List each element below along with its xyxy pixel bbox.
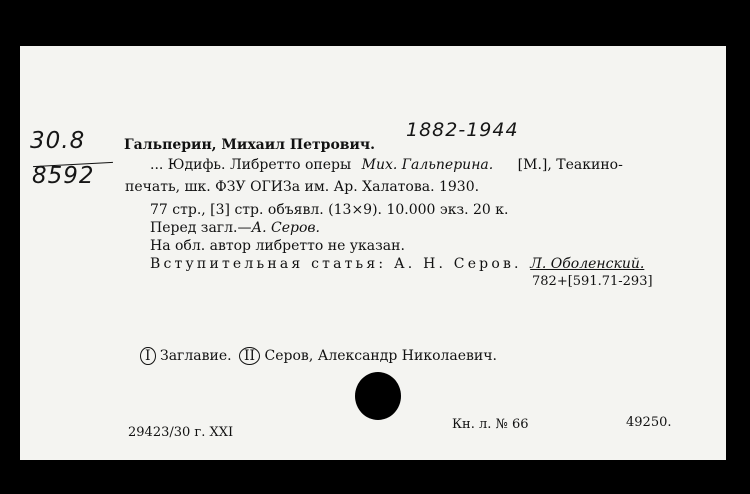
footer-right: 49250.: [626, 415, 672, 430]
footer-left: 29423/30 г. XXI: [128, 425, 234, 440]
punch-hole: [355, 372, 401, 420]
tracing-2-number: II: [239, 347, 260, 365]
classification-code: 782+[591.71-293]: [532, 274, 653, 289]
handwritten-dates: 1882-1944: [406, 119, 519, 141]
body-line-4: Перед загл.—А. Серов.: [150, 220, 320, 236]
call-number-bottom: 8592: [32, 163, 95, 189]
body-line-2: печать, шк. ФЗУ ОГИЗа им. Ар. Халатова. 1930.: [125, 179, 480, 195]
body-line-5: На обл. автор либретто не указан.: [150, 238, 405, 254]
author-heading: Гальперин, Михаил Петрович.: [124, 137, 376, 153]
call-number-top: 30.8: [30, 128, 86, 154]
body-line-6: Вступительная статья: А. Н. Серов. Л. Оболенский.: [150, 256, 645, 272]
body-line-1: ... Юдифь. Либретто оперы Мих. Гальперина. [М.], Теакино-: [150, 157, 623, 173]
tracing-1-number: I: [140, 347, 156, 365]
tracing-1-label: Заглавие.: [159, 348, 232, 364]
tracings-line: [140, 347, 497, 365]
body-line-3: 77 стр., [3] стр. объявл. (13×9). 10.000 экз. 20 к.: [150, 202, 509, 218]
tracing-2-label: Серов, Александр Николаевич.: [264, 348, 497, 364]
footer-center: Кн. л. № 66: [452, 417, 529, 432]
